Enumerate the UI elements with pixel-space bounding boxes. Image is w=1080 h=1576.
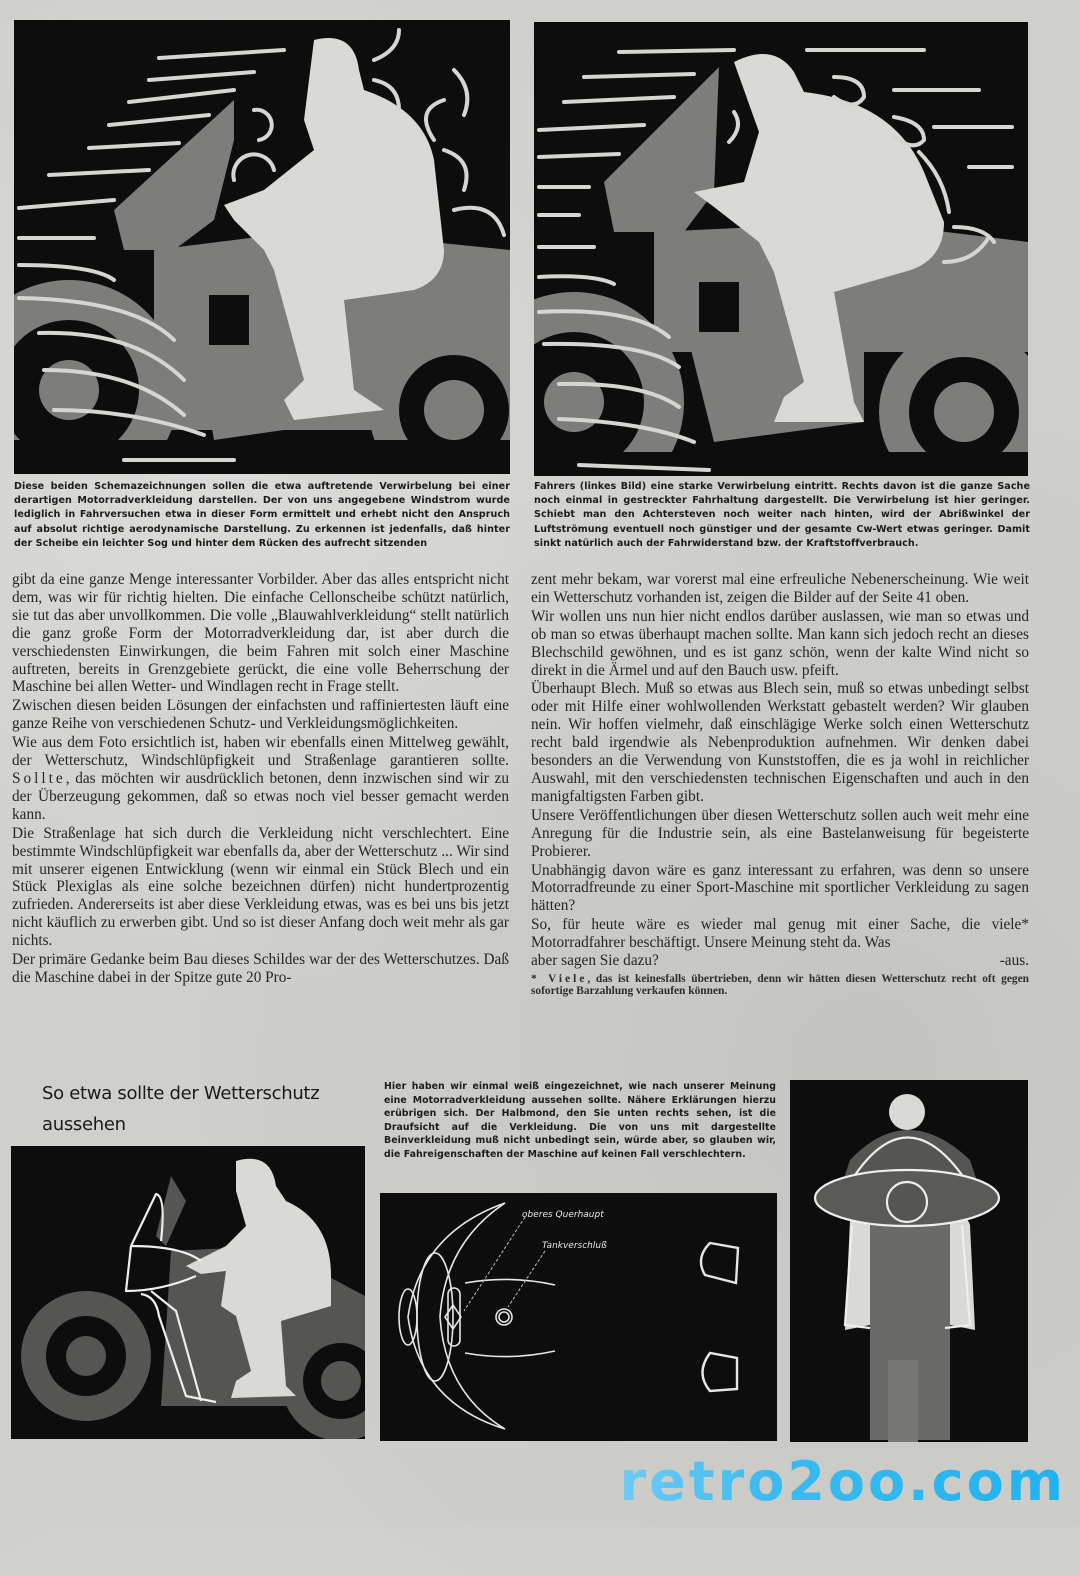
author-signature: -aus.	[999, 952, 1029, 970]
fairing-front-view-illustration	[790, 1080, 1028, 1442]
paragraph: Zwischen diesen beiden Lösungen der einfachsten und raffiniertesten läuft eine ganze Reihe von verschiedenen Schutz- und Verkleidungsmöglichkeiten.	[12, 697, 509, 733]
fairing-top-view-figure	[380, 1193, 777, 1441]
fairing-top-view-diagram	[380, 1193, 777, 1441]
aerodynamics-crouched-illustration	[534, 22, 1028, 476]
bottom-caption: Hier haben wir einmal weiß eingezeichnet, wie nach unserer Meinung eine Motorradverkleidung aussehen sollte. Nähere Erklärungen hierzu erübrigen sich. Der Halbmond, den Sie unten rechts sehen, ist die Draufsicht auf die Verkleidung. Die von uns mit dargestellte Beinverkleidung muß nicht unbedingt sein, würde aber, so glauben wir, die Fahreigenschaften der Maschine auf keinen Fall verschlechtern.	[384, 1081, 776, 1160]
fairing-side-view-figure	[11, 1146, 365, 1439]
caption-right-text: Fahrers (linkes Bild) eine starke Verwirbelung eintritt. Rechts davon ist die ganze Sache noch einmal in gestreckter Fahrhaltung dargestellt. Die Verwirbelung ist hier geringer. Schiebt man den Achtersteven noch weiter nach hinten, wird der Abrißwinkel der Luftströmung eventuell noch günstiger und der gesamte Cw-Wert etwas geringer. Damit sinkt natürlich auch der Fahrwiderstand bzw. der Kraftstoffverbrauch.	[534, 481, 1030, 549]
watermark: retro2oo.com 2021	[520, 1450, 1080, 1520]
footnote: * Viele, das ist keinesfalls übertrieben, denn wir hätten diesen Wetterschutz recht oft gegen sofortige Barzahlung verkaufen können.	[531, 972, 1029, 998]
article-column-right	[531, 571, 1029, 998]
paragraph: Wir wollen uns nun hier nicht endlos darüber auslassen, wie man so etwas und ob man so etwas überhaupt machen sollte. Man kann sich jedoch recht an dieses Blechschild gewöhnen, und es ist ganz schön, wenn der kalte Wind nicht so direkt in die Ärmel und auf den Bauch usw. pfeift.	[531, 607, 1029, 679]
signoff-line: aber sagen Sie dazu? -aus.	[531, 952, 1029, 970]
paragraph: So, für heute wäre es wieder mal genug mit einer Sache, die viele* Motorradfahrer beschäftigt. Unsere Meinung steht da. Was aber sagen Sie dazu? -aus.	[531, 916, 1029, 970]
aerodynamics-upright-illustration	[14, 20, 510, 474]
section-heading: So etwa sollte der Wetterschutz aussehen	[42, 1083, 320, 1135]
emphasis: Sollte	[12, 769, 66, 787]
paragraph: Die Straßenlage hat sich durch die Verkleidung nicht verschlechtert. Eine bestimmte Windschlüpfigkeit war ebenfalls da, aber der Wetterschutz ... Wir sind mit unserer eigenen Entwicklung (wenn wir einmal ein Stück Blech und ein Stück Plexiglas als eine solche bezeichnen dürfen) nicht hundertprozentig zufrieden. Andererseits ist aber diese Verkleidung etwas, was es bei uns bis jetzt nicht käuflich zu erwerben gibt. Und so ist dieser Anfang doch weit mehr als gar nichts.	[12, 824, 509, 950]
paragraph: Unabhängig davon wäre es ganz interessant zu erfahren, was denn so unsere Motorradfreunde zu einer Sport-Maschine mit sportlicher Verkleidung zu sagen hätten?	[531, 861, 1029, 915]
paragraph: Unsere Veröffentlichungen über diesen Wetterschutz sollen auch weit mehr eine Anregung für die Industrie sein, als eine Bastelanweisung für begeisterte Probierer.	[531, 806, 1029, 860]
figure-caption-left	[14, 480, 510, 551]
figure-caption-right	[534, 480, 1030, 551]
paragraph: gibt da eine ganze Menge interessanter Vorbilder. Aber das alles entspricht nicht dem, was wir für richtig hielten. Die einfache Cellonscheibe schützt natürlich, sie tut das aber unvollkommen. Die volle „Blauwahlverkleidung“ stellt natürlich die ganz große Form der Motorradverkleidung dar, ist aber durch die verschiedensten Einwirkungen, die beim Fahren mit solch einer Maschine auftreten, bereits in Grenzgebiete gerückt, die eine volle Beherrschung der Maschine bei allen Wetter- und Windlagen recht in Frage stellt.	[12, 571, 509, 696]
top-right-figure	[534, 22, 1028, 476]
paragraph: zent mehr bekam, war vorerst mal eine erfreuliche Nebenerscheinung. Wie weit ein Wetterschutz vorhanden ist, zeigen die Bilder auf der Seite 41 oben.	[531, 571, 1029, 606]
article-column-left	[12, 571, 509, 988]
label-upper-crown: oberes Querhaupt	[522, 1210, 604, 1220]
fairing-side-view-illustration	[11, 1146, 365, 1439]
caption-left-text: Diese beiden Schemazeichnungen sollen die etwa auftretende Verwirbelung bei einer derartigen Motorradverkleidung darstellen. Der von uns angegebene Windstrom wurde lediglich in Fahrversuchen etwa in dieser Form ermittelt und erhebt nicht den Anspruch auf absolut richtige aerodynamische Darstellung. Zu erkennen ist jedenfalls, daß hinter der Scheibe ein leichter Sog und hinter dem Rücken des aufrecht sitzenden	[14, 481, 510, 549]
paragraph: Überhaupt Blech. Muß so etwas aus Blech sein, muß so etwas unbedingt selbst oder mit Hilfe einer wohlwollenden Werkstatt gebastelt werden? Wir glauben nein. Wir hoffen vielmehr, daß einschlägige Werke solch einen Wetterschutz recht bald irgendwie als Nebenproduktion aufnehmen. Wir denken dabei besonders an die Verwendung von Kunststoffen, die es ja wohl in reichlicher Auswahl, mit den verschiedensten technischen Eigenschaften und auch in den manigfaltigsten Farben gibt.	[531, 680, 1029, 805]
fairing-front-view-figure	[790, 1080, 1028, 1442]
paragraph: Der primäre Gedanke beim Bau dieses Schildes war der des Wetterschutzes. Daß die Maschine dabei in der Spitze gute 20 Pro-	[12, 951, 509, 986]
label-tank-cap: Tankverschluß	[542, 1241, 607, 1251]
top-left-figure	[14, 20, 510, 474]
paragraph: Wie aus dem Foto ersichtlich ist, haben wir ebenfalls einen Mittelweg gewählt, der Wetterschutz, Windschlüpfigkeit und Straßenlage garantieren sollte. Sollte, das möchten wir ausdrücklich betonen, denn inzwischen sind wir zu der Überzeugung gekommen, daß so etwas noch viel besser gemacht werden kann.	[12, 734, 509, 823]
